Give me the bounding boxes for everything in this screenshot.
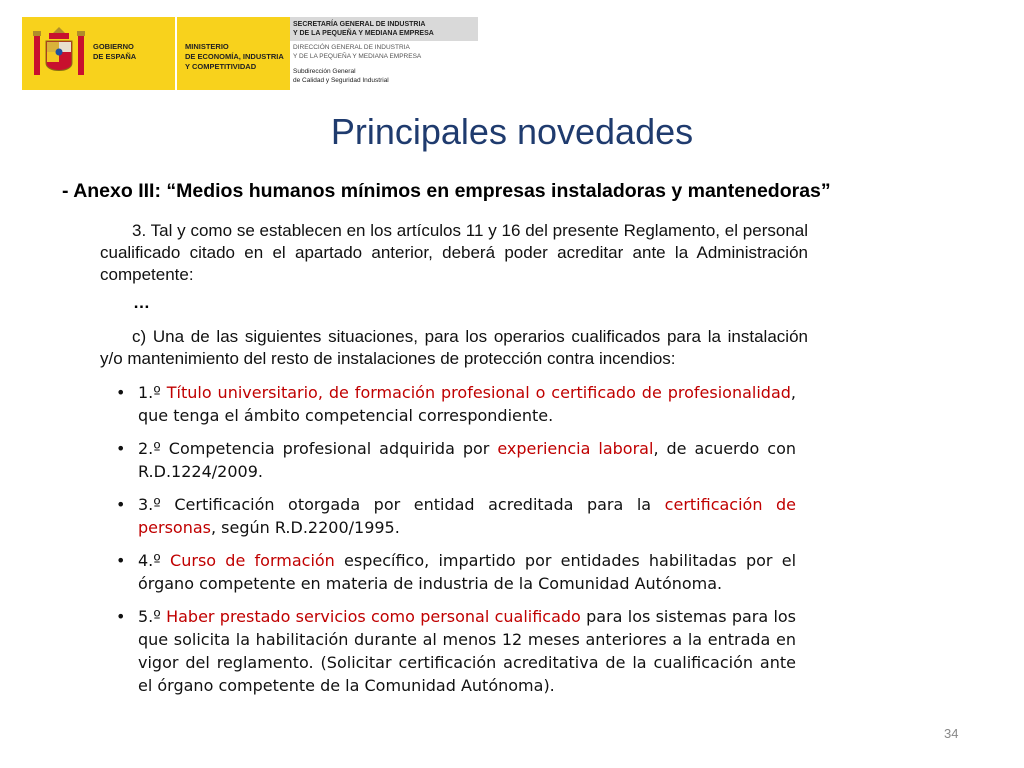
bullet-icon: • (116, 383, 126, 402)
banner-divider (175, 17, 177, 90)
quote-paragraph-3 (100, 220, 808, 286)
highlight-text: Curso de formación (170, 551, 335, 570)
bullet-icon: • (116, 607, 126, 626)
highlight-text: Haber prestado servicios como personal cualificado (166, 607, 581, 626)
bullet-icon: • (116, 495, 126, 514)
page-number: 34 (944, 726, 959, 741)
quote-text: Una de las siguientes situaciones, para los operarios cualificados para la instalación y/o mantenimiento del resto de instalaciones de protección contra incendios: (100, 327, 808, 368)
ministerio-label: MINISTERIO DE ECONOMÍA, INDUSTRIA Y COMPETITIVIDAD (185, 42, 284, 71)
coat-of-arms-icon (32, 25, 86, 83)
slide-title: Principales novedades (330, 111, 694, 152)
list-item: • 5.º Haber prestado servicios como personal cualificado para los sistemas para los que solicita la habilitación durante al menos 12 meses anteriores a la entrada en vigor del reglamento. (Solicitar certificación acreditativa de la cualificación ante el órgano competente de la Comunidad Autónoma). (116, 607, 797, 695)
bullet-icon: • (116, 439, 126, 458)
highlight-text: experiencia laboral (497, 439, 654, 458)
list-item: • 1.º Título universitario, de formación profesional o certificado de profesionalidad, que tenga el ámbito competencial correspondiente. (116, 383, 797, 425)
secretaria-block: SECRETARÍA GENERAL DE INDUSTRIA Y DE LA PEQUEÑA Y MEDIANA EMPRESA (290, 17, 478, 41)
requirements-list (116, 381, 796, 707)
list-item: • 2.º Competencia profesional adquirida por experiencia laboral, de acuerdo con R.D.1224/2009. (116, 439, 796, 481)
gobierno-label: GOBIERNO DE ESPAÑA (93, 42, 137, 61)
subdireccion-label: Subdirección General de Calidad y Seguridad Industrial (293, 68, 389, 84)
highlight-text: certificación de personas (138, 495, 797, 537)
quote-number: c) (132, 327, 147, 346)
slide-subtitle: - Anexo III: “Medios humanos mínimos en empresas instaladoras y mantenedoras” (62, 180, 831, 202)
direccion-label: DIRECCIÓN GENERAL DE INDUSTRIA Y DE LA PEQUEÑA Y MEDIANA EMPRESA (293, 44, 422, 60)
quote-paragraph-c (100, 326, 808, 370)
quote-number: 3. (132, 221, 147, 240)
government-banner (22, 17, 290, 90)
quote-text: Tal y como se establecen en los artículos 11 y 16 del presente Reglamento, el personal cualificado citado en el apartado anterior, deberá poder acreditar ante la Administración competente: (100, 221, 809, 284)
bullet-icon: • (116, 551, 126, 570)
ellipsis: … (133, 293, 150, 312)
list-item: • 3.º Certificación otorgada por entidad acreditada para la certificación de personas, según R.D.2200/1995. (116, 495, 797, 537)
highlight-text: Título universitario, de formación profesional o certificado de profesionalidad (166, 383, 791, 402)
list-item: • 4.º Curso de formación específico, impartido por entidades habilitadas por el órgano competente en materia de industria de la Comunidad Autónoma. (116, 551, 797, 593)
